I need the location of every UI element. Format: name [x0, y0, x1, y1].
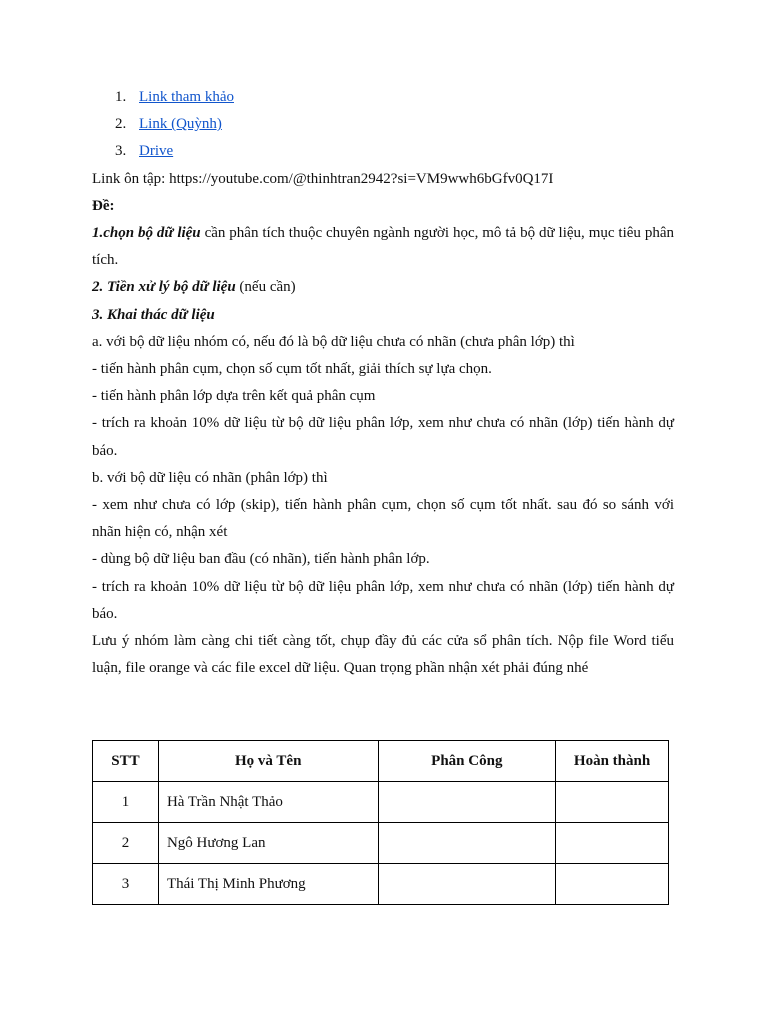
instruction-line: a. với bộ dữ liệu nhóm có, nếu đó là bộ dữ liệu chưa có nhãn (chưa phân lớp) thì — [92, 333, 575, 350]
cell-assignment — [378, 782, 556, 823]
table-row — [93, 823, 669, 864]
instruction-line: - xem như chưa có lớp (skip), tiến hành phân cụm, chọn số cụm tốt nhất. sau đó so sánh với nhãn hiện có, nhận xét — [92, 497, 674, 541]
instruction-line: b. với bộ dữ liệu có nhãn (phân lớp) thì — [92, 469, 328, 486]
assignment-heading: Đề: — [92, 197, 115, 214]
list-number: 2. — [115, 116, 127, 133]
header-completed: Hoàn thành — [556, 741, 669, 782]
link-list — [92, 84, 674, 166]
cell-assignment — [378, 823, 556, 864]
list-item — [92, 111, 674, 138]
quynh-link[interactable]: Link (Quỳnh) — [139, 116, 222, 133]
cell-stt: 3 — [93, 864, 159, 905]
table-header-row — [93, 741, 669, 782]
instruction-line: - trích ra khoản 10% dữ liệu từ bộ dữ liệu phân lớp, xem như chưa có nhãn (lớp) tiến hành dự báo. — [92, 415, 674, 459]
table-row — [93, 782, 669, 823]
header-stt: STT — [93, 741, 159, 782]
header-assignment: Phân Công — [378, 741, 556, 782]
cell-name: Thái Thị Minh Phương — [158, 864, 378, 905]
task-1 — [92, 220, 674, 274]
cell-completed — [556, 864, 669, 905]
cell-completed — [556, 782, 669, 823]
task-3-title: 3. Khai thác dữ liệu — [92, 306, 215, 323]
task-1-title: 1.chọn bộ dữ liệu — [92, 224, 201, 241]
task-2-title: 2. Tiền xử lý bộ dữ liệu — [92, 279, 236, 296]
list-number: 3. — [115, 143, 127, 160]
task-2 — [92, 274, 674, 301]
instruction-line: - tiến hành phân cụm, chọn số cụm tốt nhất, giải thích sự lựa chọn. — [92, 360, 492, 377]
note-paragraph: Lưu ý nhóm làm càng chi tiết càng tốt, chụp đầy đủ các cửa sổ phân tích. Nộp file Word tiểu luận, file orange và các file excel dữ liệu. Quan trọng phần nhận xét phải đúng nhé — [92, 633, 674, 677]
list-item — [92, 138, 674, 165]
instruction-line: - trích ra khoản 10% dữ liệu từ bộ dữ liệu phân lớp, xem như chưa có nhãn (lớp) tiến hành dự báo. — [92, 578, 674, 622]
reference-link[interactable]: Link tham khảo — [139, 89, 234, 105]
cell-stt: 1 — [93, 782, 159, 823]
cell-stt: 2 — [93, 823, 159, 864]
instruction-line: - tiến hành phân lớp dựa trên kết quả phân cụm — [92, 388, 376, 405]
task-1-text: cần phân tích thuộc chuyên ngành người học, mô tả bộ dữ liệu, mục tiêu phân tích. — [92, 224, 674, 269]
cell-name: Ngô Hương Lan — [158, 823, 378, 864]
list-item — [92, 84, 674, 111]
header-name: Họ và Tên — [158, 741, 378, 782]
drive-link[interactable]: Drive — [139, 143, 174, 160]
list-number: 1. — [115, 89, 127, 105]
assignment-table — [92, 740, 669, 905]
cell-assignment — [378, 864, 556, 905]
review-link-text: Link ôn tập: https://youtube.com/@thinhtran2942?si=VM9wwh6bGfv0Q17I — [92, 170, 554, 187]
cell-name: Hà Trần Nhật Thảo — [158, 782, 378, 823]
task-2-text: (nếu cần) — [235, 279, 296, 296]
cell-completed — [556, 823, 669, 864]
document-body — [92, 84, 674, 682]
table-row — [93, 864, 669, 905]
instruction-line: - dùng bộ dữ liệu ban đầu (có nhãn), tiến hành phân lớp. — [92, 551, 430, 568]
